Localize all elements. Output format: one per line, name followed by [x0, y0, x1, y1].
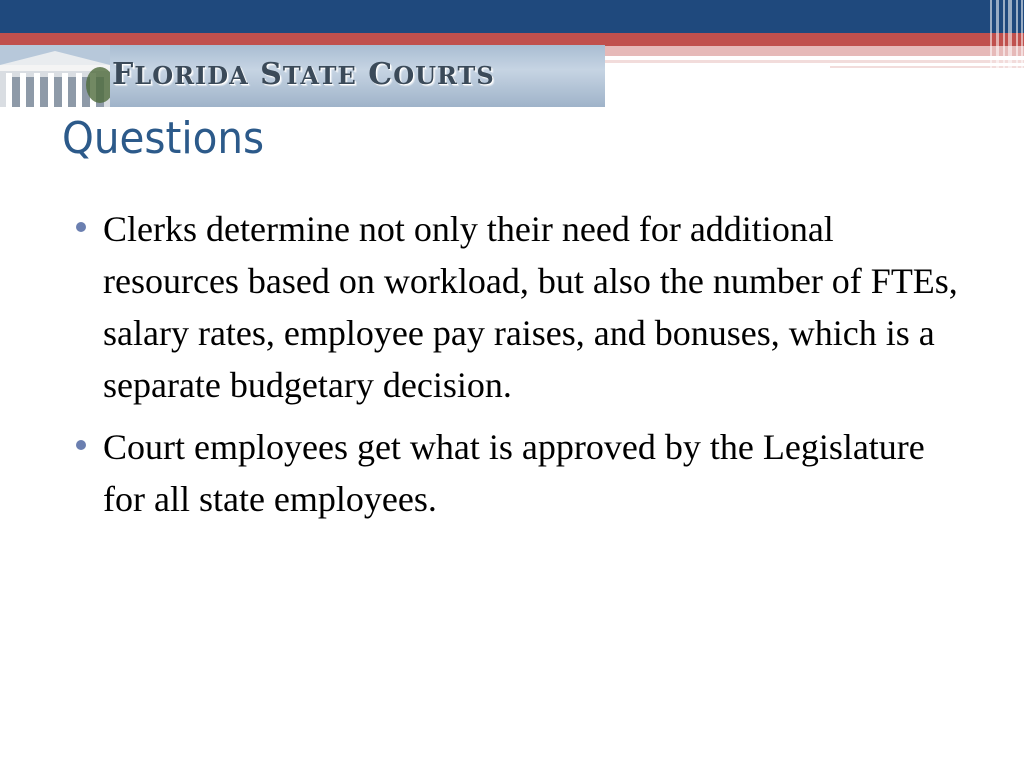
page-title: Questions [62, 113, 265, 164]
bullet-dot-icon [76, 440, 86, 450]
bullet-text: Clerks determine not only their need for additional resources based on workload, but also the number of FTEs, salary rates, employee pay raises, and bonuses, which is a separate budgetary decision. [103, 209, 958, 405]
header-band-pink [605, 46, 1024, 56]
bullet-item [74, 421, 974, 525]
bullet-list [74, 203, 974, 535]
header-band-navy [0, 0, 1024, 33]
florida-state-courts-logo [0, 45, 605, 107]
courthouse-icon [0, 45, 110, 107]
bullet-item [74, 203, 974, 411]
bullet-dot-icon [76, 222, 86, 232]
header-vertical-stripes [988, 0, 1024, 70]
header-band-thin [605, 60, 1024, 63]
logo-text: FLORIDA STATE COURTS [112, 57, 495, 92]
bullet-text: Court employees get what is approved by the Legislature for all state employees. [103, 427, 925, 519]
